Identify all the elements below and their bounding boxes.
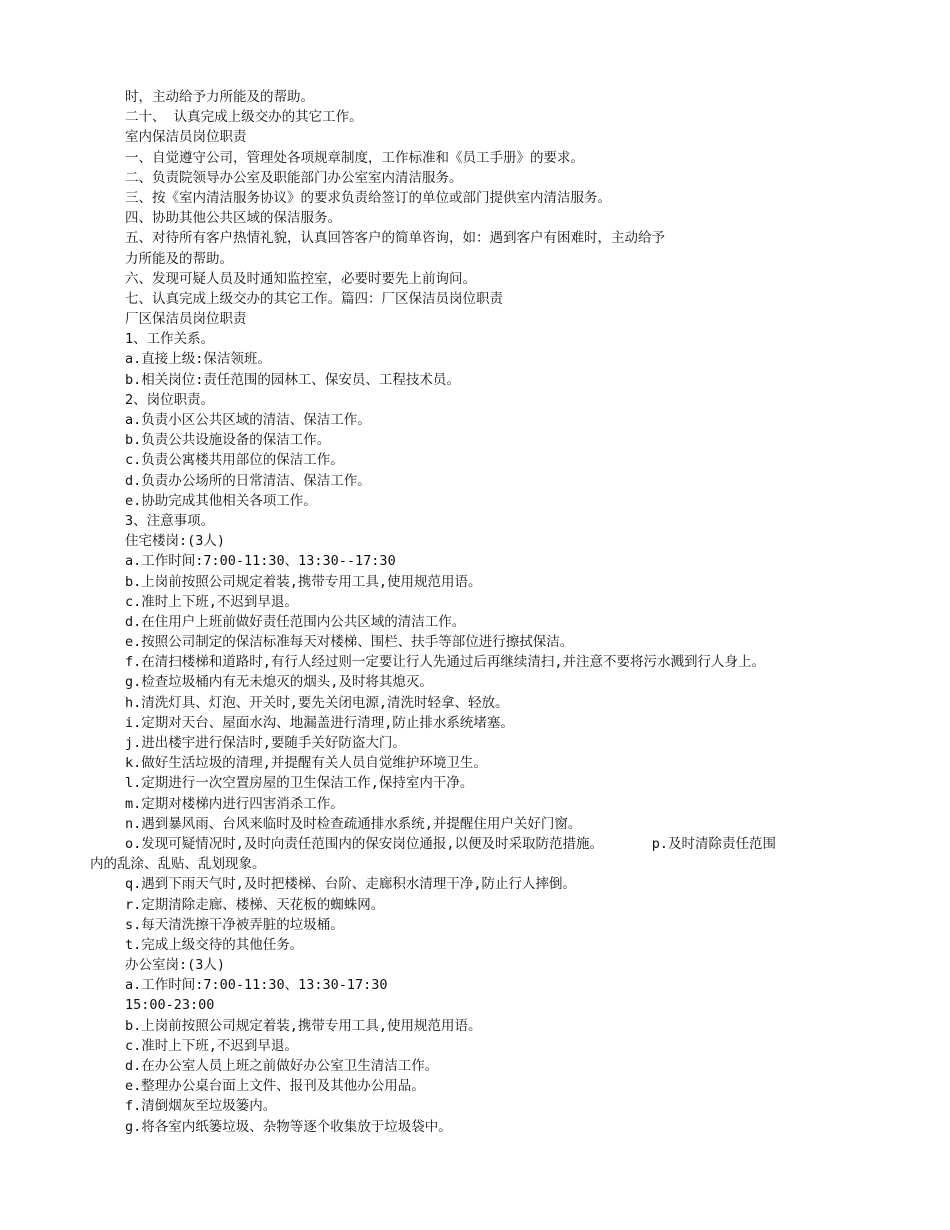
text-line: a.工作时间:7:00-11:30、13:30-17:30 <box>125 977 388 994</box>
text-line: h.清洗灯具、灯泡、开关时,要先关闭电源,清洗时轻拿、轻放。 <box>125 694 509 711</box>
text-line: a.直接上级:保洁领班。 <box>125 351 271 368</box>
text-line: l.定期进行一次空置房屋的卫生保洁工作,保持室内干净。 <box>125 775 474 792</box>
text-line: 六、发现可疑人员及时通知监控室，必要时要先上前询问。 <box>125 270 476 287</box>
text-line: 一、自觉遵守公司，管理处各项规章制度，工作标准和《员工手册》的要求。 <box>125 149 584 166</box>
text-line: b.上岗前按照公司规定着装,携带专用工具,使用规范用语。 <box>125 573 482 590</box>
text-line: e.按照公司制定的保洁标准每天对楼梯、围栏、扶手等部位进行擦拭保洁。 <box>125 634 574 651</box>
text-line: d.负责办公场所的日常清洁、保洁工作。 <box>125 472 371 489</box>
text-line: i.定期对天台、屋面水沟、地漏盖进行清理,防止排水系统堵塞。 <box>125 714 514 731</box>
text-line: 七、认真完成上级交办的其它工作。篇四：厂区保洁员岗位职责 <box>125 290 503 307</box>
text-line: d.在办公室人员上班之前做好办公室卫生清洁工作。 <box>125 1058 439 1074</box>
text-line: f.在清扫楼梯和道路时,有行人经过则一定要让行人先通过后再继续清扫,并注意不要将污水溅到行人身上。 <box>125 654 766 671</box>
text-line: n.遇到暴风雨、台风来临时及时检查疏通排水系统,并提醒住用户关好门窗。 <box>125 815 582 832</box>
text-line: b.相关岗位:责任范围的园林工、保安员、工程技术员。 <box>125 371 460 388</box>
text-line: 2、岗位职责。 <box>125 391 215 408</box>
text-line: 二、负责院领导办公室及职能部门办公室室内清洁服务。 <box>125 169 463 186</box>
section-heading: 室内保洁员岗位职责 <box>125 129 247 146</box>
text-line: s.每天清洗擦干净被弄脏的垃圾桶。 <box>125 916 344 933</box>
document-body <box>90 87 865 1137</box>
text-line: b.上岗前按照公司规定着装,携带专用工具,使用规范用语。 <box>125 1017 482 1034</box>
text-line: 二十、 认真完成上级交办的其它工作。 <box>125 109 363 126</box>
text-line: 三、按《室内清洁服务协议》的要求负责给签订的单位或部门提供室内清洁服务。 <box>125 189 611 206</box>
text-line: 15:00-23:00 <box>125 997 215 1014</box>
text-line: e.协助完成其他相关各项工作。 <box>125 492 317 509</box>
text-line: 五、对待所有客户热情礼貌，认真回答客户的简单咨询，如：遇到客户有困难时，主动给予 <box>125 230 665 247</box>
text-line: k.做好生活垃圾的清理,并提醒有关人员自觉维护环境卫生。 <box>125 755 487 772</box>
text-line: 1、工作关系。 <box>125 331 215 348</box>
text-line: q.遇到下雨天气时,及时把楼梯、台阶、走廊积水清理干净,防止行人摔倒。 <box>125 876 577 893</box>
text-line: c.负责公寓楼共用部位的保洁工作。 <box>125 452 344 469</box>
text-line: t.完成上级交待的其他任务。 <box>125 936 304 953</box>
text-line: 办公室岗:(3人) <box>125 957 226 974</box>
text-line: c.准时上下班,不迟到早退。 <box>125 1037 298 1054</box>
text-line: o.发现可疑情况时,及时向责任范围内的保安岗位通报,以便及时采取防范措施。 p.及时清除责任范围 <box>125 835 777 852</box>
text-line: e.整理办公桌台面上文件、报刊及其他办公用品。 <box>125 1078 425 1095</box>
text-line: d.在住用户上班前做好责任范围内公共区域的清洁工作。 <box>125 613 466 630</box>
text-line: 住宅楼岗:(3人) <box>125 533 226 550</box>
text-line: c.准时上下班,不迟到早退。 <box>125 593 298 610</box>
text-line: 3、注意事项。 <box>125 512 215 529</box>
text-line: a.负责小区公共区域的清洁、保洁工作。 <box>125 412 371 428</box>
text-line: a.工作时间:7:00-11:30、13:30--17:30 <box>125 553 396 570</box>
section-heading: 厂区保洁员岗位职责 <box>125 311 247 328</box>
text-line: 力所能及的帮助。 <box>125 250 233 267</box>
text-line: 四、协助其他公共区域的保洁服务。 <box>125 210 341 227</box>
text-line: r.定期清除走廊、楼梯、天花板的蜘蛛网。 <box>125 896 385 913</box>
text-line: 时，主动给予力所能及的帮助。 <box>125 89 314 105</box>
text-line: b.负责公共设施设备的保洁工作。 <box>125 432 331 449</box>
text-line: g.检查垃圾桶内有无未熄灭的烟头,及时将其熄灭。 <box>125 674 433 691</box>
text-line: f.清倒烟灰至垃圾篓内。 <box>125 1098 277 1115</box>
text-line: m.定期对楼梯内进行四害消杀工作。 <box>125 795 344 812</box>
text-line: g.将各室内纸篓垃圾、杂物等逐个收集放于垃圾袋中。 <box>125 1118 452 1135</box>
text-line: 内的乱涂、乱贴、乱划现象。 <box>90 856 266 873</box>
text-line: j.进出楼宇进行保洁时,要随手关好防盗大门。 <box>125 735 406 751</box>
